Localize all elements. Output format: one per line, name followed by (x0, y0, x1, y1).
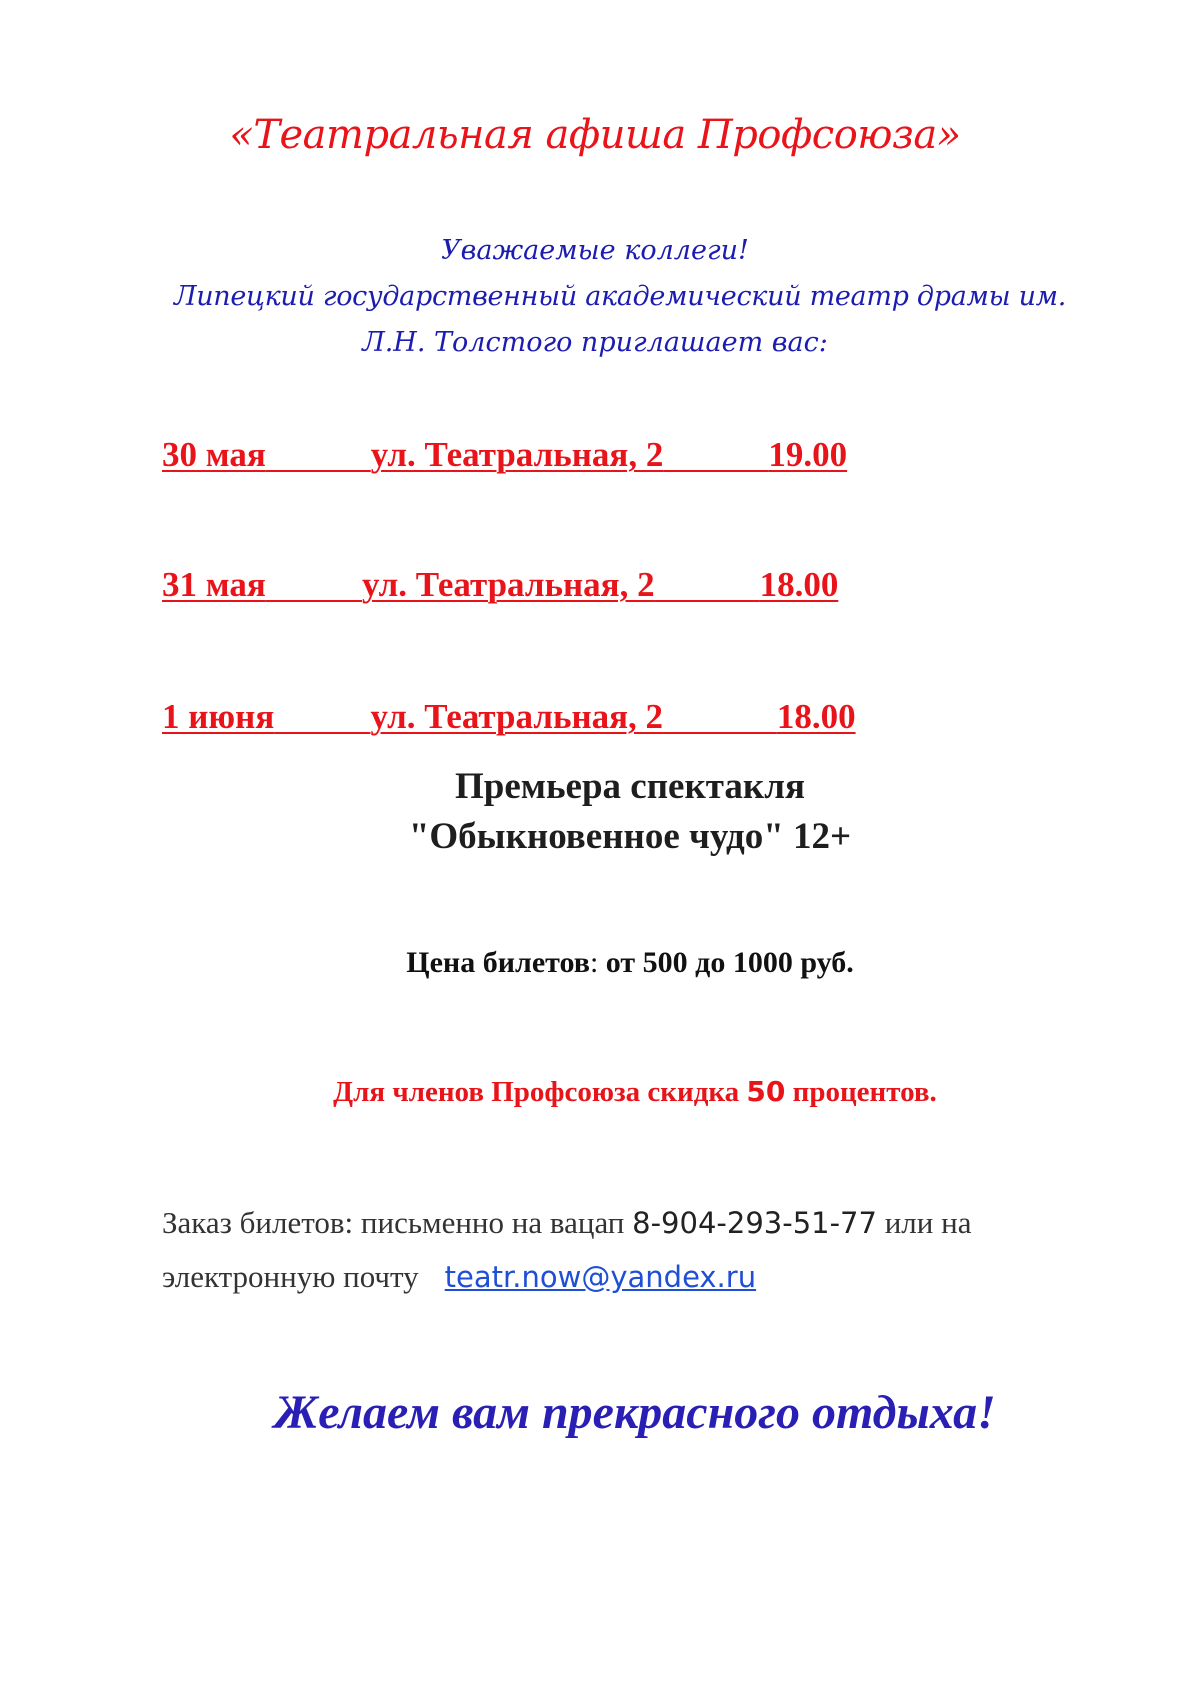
show-time: 18.00 (759, 565, 839, 604)
greeting-line-1: Уважаемые коллеги! (441, 235, 749, 266)
order-line-2 (162, 1250, 1122, 1304)
show-date: 31 мая (162, 565, 266, 604)
show-time: 18.00 (776, 697, 856, 736)
discount-number: 50 (746, 1075, 786, 1108)
member-discount (0, 1075, 1190, 1109)
show-date: 30 мая (162, 435, 266, 474)
order-text-3: или на (876, 1205, 972, 1240)
discount-text-after: процентов. (785, 1076, 937, 1108)
show-date: 1 июня (162, 697, 275, 736)
closing-wish: Желаем вам прекрасного отдыха! (274, 1386, 996, 1439)
show-time: 19.00 (768, 435, 848, 474)
discount-text-before: Для членов Профсоюза скидка (333, 1076, 747, 1108)
order-colon: : (344, 1205, 354, 1240)
show-address: ул. Театральная, 2 (370, 435, 664, 474)
order-text-4: электронную почту (162, 1259, 419, 1294)
premiere-block (0, 762, 1190, 862)
price-label: Цена билетов (406, 946, 590, 979)
greeting-line-3: Л.Н. Толстого приглашает вас: (362, 327, 828, 358)
premiere-line-2: "Обыкновенное чудо" 12+ (408, 816, 852, 857)
show-row (162, 697, 856, 737)
show-row (162, 435, 847, 475)
order-line-1 (162, 1196, 1122, 1250)
price-colon: : (589, 946, 599, 979)
show-address: ул. Театральная, 2 (370, 697, 664, 736)
premiere-line-1: Премьера спектакля (454, 766, 805, 807)
order-phone: 8-904-293-51-77 (632, 1206, 877, 1240)
ticket-price (0, 946, 1190, 980)
price-value: от 500 до 1000 руб. (598, 946, 854, 979)
order-text-1: Заказ билетов (162, 1205, 345, 1240)
page-title: «Театральная афиша Профсоюза» (229, 112, 961, 158)
greeting-block (0, 228, 1190, 366)
email-link[interactable]: teatr.now@yandex.ru (444, 1260, 757, 1294)
greeting-line-2: Липецкий государственный академический театр драмы им. (173, 281, 1067, 312)
order-text-2: письменно на вацап (353, 1205, 633, 1240)
show-address: ул. Театральная, 2 (362, 565, 655, 604)
show-row (162, 565, 838, 605)
order-info (162, 1196, 1122, 1304)
